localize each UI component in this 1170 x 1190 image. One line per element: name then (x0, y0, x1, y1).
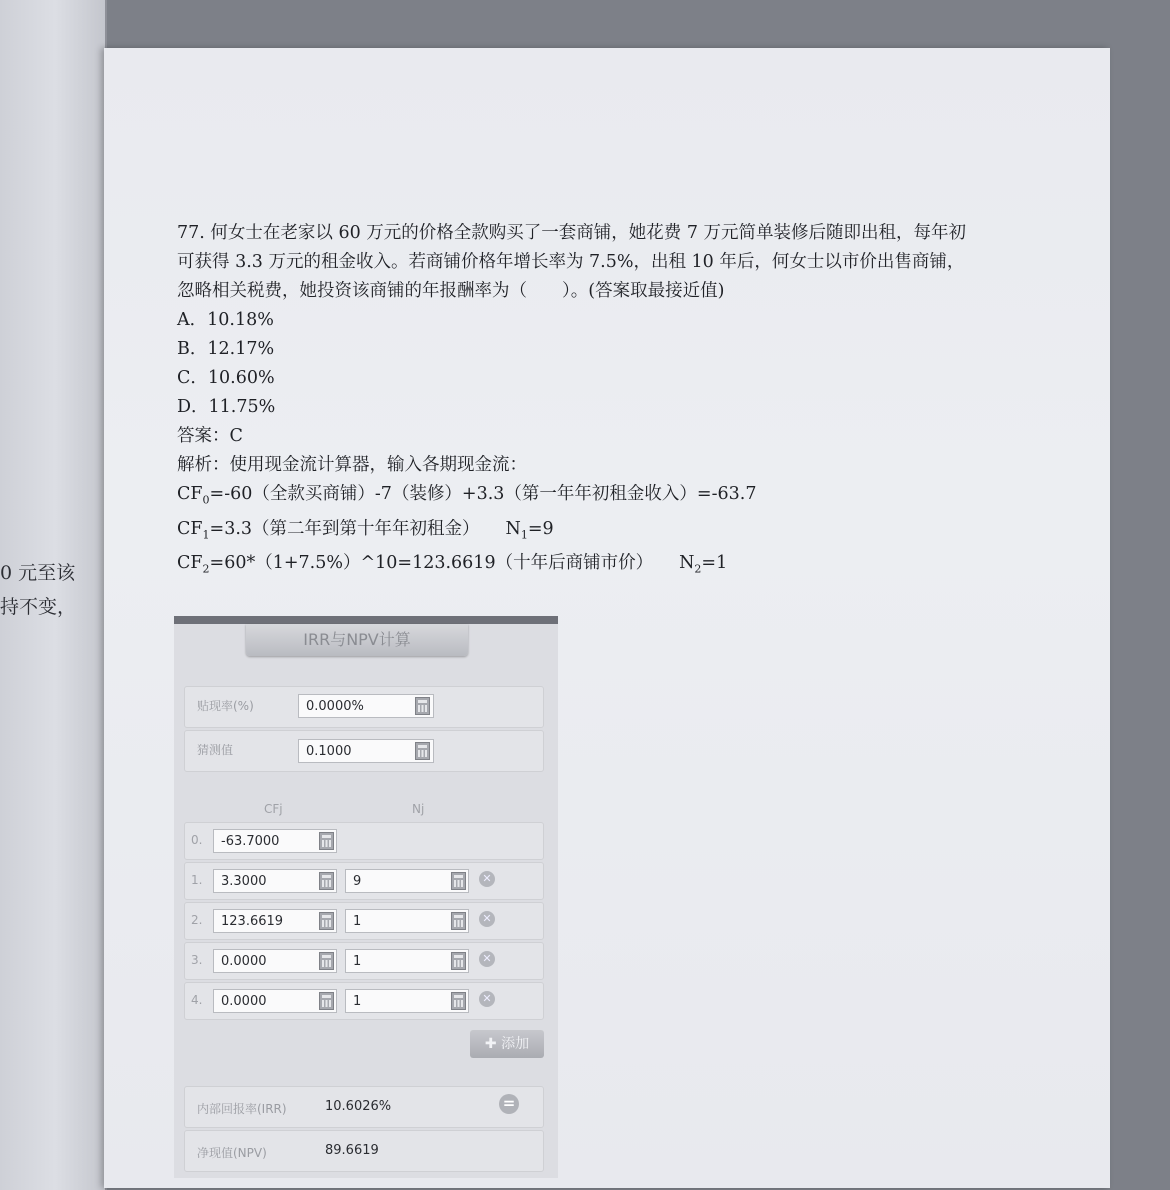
cf0-text: =-60（全款买商铺）-7（装修）+3.3（第一年年初租金收入）=-63.7 (209, 484, 757, 504)
n1-sub: 1 (520, 528, 528, 541)
guess-label: 猜测值 (197, 743, 234, 757)
option-d: D．11.75% (177, 397, 276, 417)
npv-label: 净现值(NPV) (197, 1146, 267, 1160)
n2-text: =1 (701, 553, 728, 573)
calculator-icon[interactable] (415, 697, 430, 715)
cashflow-row-4 (184, 982, 544, 1020)
previous-page-line: 持不变， (0, 596, 77, 618)
npv-value: 89.6619 (325, 1143, 379, 1158)
discount-rate-input[interactable]: 0.0000% (298, 694, 434, 718)
npv-result-row (184, 1130, 544, 1172)
analysis-line: 解析：使用现金流计算器，输入各期现金流： (177, 455, 527, 475)
irr-result-row (184, 1086, 544, 1128)
answer-line: 答案：C (177, 426, 243, 446)
n2-label: N (679, 553, 695, 573)
n-input[interactable]: 9 (345, 869, 469, 893)
option-b: B．12.17% (177, 339, 275, 359)
calculator-icon[interactable] (319, 872, 334, 890)
option-c: C．10.60% (177, 368, 275, 388)
irr-label: 内部回报率(IRR) (197, 1102, 287, 1116)
calculator-icon[interactable] (451, 872, 466, 890)
calculator-icon[interactable] (319, 952, 334, 970)
calculator-icon[interactable] (415, 742, 430, 760)
row-index: 0. (191, 833, 203, 847)
delete-row-icon[interactable]: ✕ (479, 991, 495, 1007)
row-index: 2. (191, 913, 203, 927)
cf-input[interactable]: 0.0000 (213, 949, 337, 973)
add-row-button[interactable]: ✚ 添加 (470, 1030, 544, 1058)
option-a: A．10.18% (177, 310, 274, 330)
guess-row (184, 730, 544, 772)
delete-row-icon[interactable]: ✕ (479, 951, 495, 967)
nj-column-header: Nj (412, 802, 425, 816)
discount-rate-row (184, 686, 544, 728)
calculator-icon[interactable] (319, 832, 334, 850)
n-input[interactable]: 1 (345, 949, 469, 973)
cf1-text: =3.3（第二年到第十年年初租金） (209, 518, 480, 539)
cfj-column-header: CFj (264, 802, 283, 816)
cf2-sub: 2 (202, 562, 210, 576)
previous-page-text (0, 556, 100, 624)
previous-page-line: 0 元至该 (0, 562, 76, 584)
row-index: 3. (191, 953, 203, 967)
n-input[interactable]: 1 (345, 989, 469, 1013)
calculator-icon[interactable] (451, 912, 466, 930)
n2-sub: 2 (694, 562, 702, 576)
calculator-icon[interactable] (451, 992, 466, 1010)
cf-input[interactable]: -63.7000 (213, 829, 337, 853)
guess-input[interactable]: 0.1000 (298, 739, 434, 763)
n-input[interactable]: 1 (345, 909, 469, 933)
cashflow-row-1 (184, 862, 544, 900)
irr-npv-calculator (174, 616, 558, 1178)
cashflow-row-0 (184, 822, 544, 860)
cf0-line (177, 480, 967, 515)
cf0-sub: 0 (202, 493, 210, 507)
cashflow-row-2 (184, 902, 544, 940)
discount-rate-label: 贴现率(%) (197, 699, 254, 713)
cf-input[interactable]: 3.3000 (213, 869, 337, 893)
row-index: 4. (191, 993, 203, 1007)
cf1-line (177, 515, 967, 550)
row-index: 1. (191, 873, 203, 887)
n1-label: N (505, 518, 521, 539)
cf-input[interactable]: 123.6619 (213, 909, 337, 933)
cf0-label: CF (177, 484, 203, 504)
delete-row-icon[interactable]: ✕ (479, 911, 495, 927)
cf1-label: CF (177, 518, 203, 539)
calculator-icon[interactable] (319, 992, 334, 1010)
n1-text: =9 (527, 518, 554, 539)
calculate-equals-icon[interactable]: = (499, 1094, 519, 1114)
calculator-icon[interactable] (451, 952, 466, 970)
question-block (177, 219, 967, 584)
question-stem: 77. 何女士在老家以 60 万元的价格全款购买了一套商铺，她花费 7 万元简单装修后随即出租，每年初可获得 3.3 万元的租金收入。若商铺价格年增长率为 7.5%，出租 10 年后，何女士以市价出售商铺，忽略相关税费，她投资该商铺的年报酬率为（ ）。(答案取最接近值) (177, 223, 967, 301)
calculator-title: IRR与NPV计算 (246, 624, 468, 656)
cf2-label: CF (177, 553, 203, 573)
delete-row-icon[interactable]: ✕ (479, 871, 495, 887)
cashflow-row-3 (184, 942, 544, 980)
irr-value: 10.6026% (325, 1099, 392, 1114)
cf-input[interactable]: 0.0000 (213, 989, 337, 1013)
calculator-icon[interactable] (319, 912, 334, 930)
cf2-text: =60*（1+7.5%）^10=123.6619（十年后商铺市价） (209, 553, 654, 573)
cf1-sub: 1 (202, 528, 210, 541)
cf2-line (177, 549, 967, 584)
